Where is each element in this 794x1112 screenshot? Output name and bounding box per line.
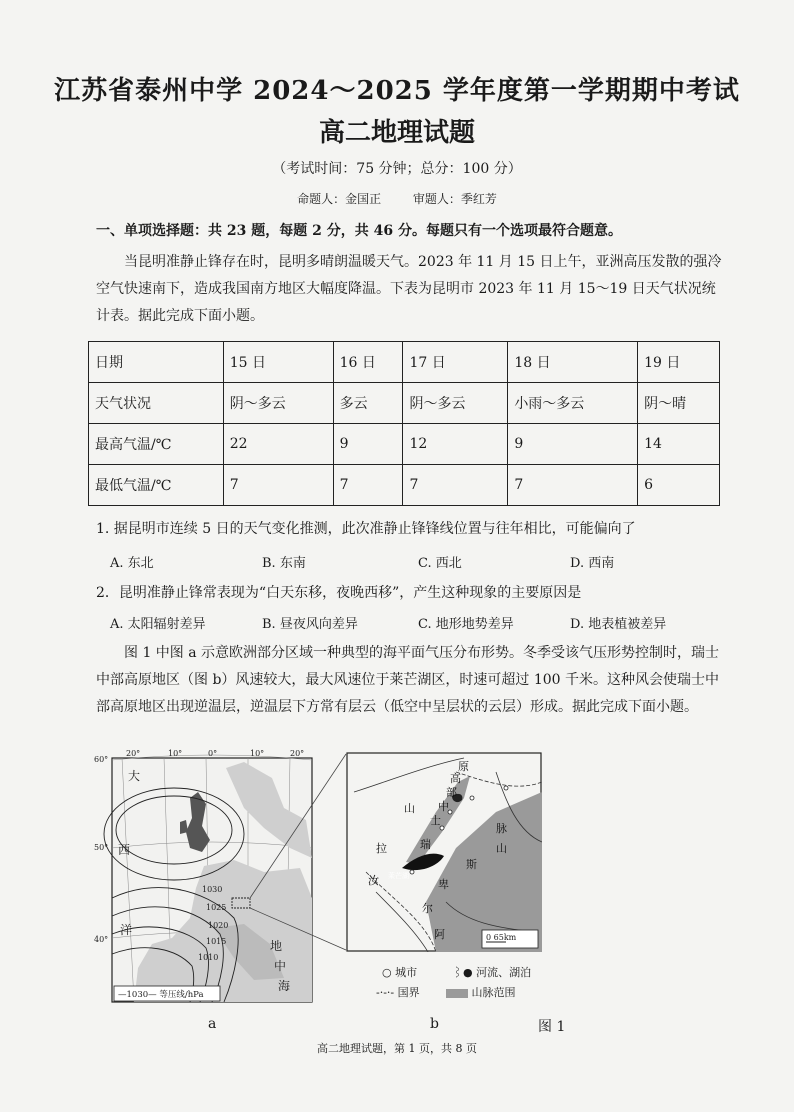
table-cell: 17 日	[403, 342, 508, 383]
weather-table	[88, 341, 720, 506]
scale-bar: 0 65km	[486, 933, 517, 942]
table-cell: 阴～晴	[638, 383, 720, 424]
table-cell: 12	[403, 424, 508, 465]
lat-40: 40°	[94, 935, 109, 944]
label-alps-3: 卑	[438, 878, 449, 891]
caption-figure-1: 图 1	[538, 1019, 566, 1035]
lon-10w: 10°	[168, 749, 183, 758]
question-2: 2．昆明准静止锋常表现为“白天东移，夜晚西移”，产生这种现象的主要原因是	[96, 585, 582, 601]
table-row	[89, 465, 720, 506]
table-cell: 阴～多云	[403, 383, 508, 424]
page-footer: 高二地理试题，第 1 页，共 8 页	[317, 1042, 477, 1055]
q1-option-a[interactable]: A. 东北	[110, 556, 154, 571]
legend-mountain-row	[446, 984, 516, 1000]
table-cell: 6	[638, 465, 720, 506]
label-med-2: 中	[274, 959, 287, 973]
q2-option-d[interactable]: D. 地表植被差异	[570, 617, 667, 632]
table-cell: 7	[333, 465, 403, 506]
table-cell: 最低气温/℃	[89, 465, 224, 506]
label-lake-geneva: 莱芒湖	[388, 872, 409, 880]
legend-city: 城市	[395, 966, 418, 979]
label-jura-3: 山	[404, 802, 415, 815]
city-icon: ○	[382, 966, 392, 979]
legend-mountain: 山脉范围	[471, 986, 516, 999]
q2-option-b[interactable]: B. 昼夜风向差异	[262, 617, 358, 632]
caption-b: b	[430, 1016, 439, 1032]
table-cell: 15 日	[223, 342, 333, 383]
label-alps-5: 山	[496, 842, 507, 855]
table-cell: 16 日	[333, 342, 403, 383]
table-cell: 19 日	[638, 342, 720, 383]
label-plateau-6: 原	[458, 760, 469, 773]
passage-2: 图 1 中图 a 示意欧洲部分区域一种典型的海平面气压分布形势。冬季受该气压形势控制时，瑞士中部高原地区（图 b）风速较大，最大风速位于莱芒湖区，时速可超过 100 千米。这种风会使瑞士中部高原地区出现逆温层，逆温层下方常有层云（低空中呈层状的云层）形成。据此完成下面小题。	[96, 645, 720, 715]
lon-0: 0°	[208, 749, 218, 758]
authors-line	[0, 190, 794, 207]
exam-subtitle: 高二地理试题	[318, 118, 475, 148]
lat-60: 60°	[94, 755, 109, 764]
lat-50: 50°	[94, 843, 109, 852]
legend-river: 河流、湖泊	[476, 966, 532, 979]
caption-a: a	[208, 1016, 217, 1032]
lon-10e: 10°	[250, 749, 265, 758]
label-plateau-1: 瑞	[420, 838, 431, 851]
label-alps-4: 斯	[466, 858, 477, 871]
table-cell: 多云	[333, 383, 403, 424]
border-line-icon: -·-·-	[376, 986, 395, 999]
q1-option-d[interactable]: D. 西南	[570, 556, 615, 571]
table-cell: 9	[508, 424, 638, 465]
table-cell: 7	[403, 465, 508, 506]
q1-option-b[interactable]: B. 东南	[262, 556, 306, 571]
table-cell: 最高气温/℃	[89, 424, 224, 465]
label-plateau-3: 中	[438, 800, 449, 813]
isobar-1025: 1025	[206, 903, 227, 912]
label-atlantic-3: 洋	[120, 923, 133, 937]
legend-border: 国界	[397, 986, 420, 999]
table-cell: 18 日	[508, 342, 638, 383]
table-cell: 日期	[89, 342, 224, 383]
reviewer: 审题人：季红芳	[412, 192, 497, 206]
table-cell: 小雨～多云	[508, 383, 638, 424]
setter: 命题人：金国正	[297, 192, 382, 206]
table-cell: 14	[638, 424, 720, 465]
q1-option-c[interactable]: C. 西北	[418, 556, 462, 571]
table-row	[89, 424, 720, 465]
table-row	[89, 383, 720, 424]
label-alps-6: 脉	[496, 822, 507, 835]
legend-river-row	[452, 964, 531, 980]
intro-paragraph: 当昆明准静止锋存在时，昆明多晴朗温暖天气。2023 年 11 月 15 日上午，亚洲高压发散的强冷空气快速南下，造成我国南方地区大幅度降温。下表为昆明市 2023 年 11 月 15～19 日天气状况统计表。据此完成下面小题。	[96, 254, 722, 324]
mountain-range-icon	[446, 989, 468, 998]
q2-option-c[interactable]: C. 地形地势差异	[418, 617, 514, 632]
label-alps-2: 尔	[422, 902, 433, 915]
zoom-connector	[230, 752, 350, 952]
label-alps-1: 阿	[434, 928, 445, 941]
label-plateau-4: 部	[446, 786, 457, 799]
table-cell: 7	[223, 465, 333, 506]
table-cell: 天气状况	[89, 383, 224, 424]
lon-20w: 20°	[126, 749, 141, 758]
exam-info: （考试时间：75 分钟；总分：100 分）	[272, 161, 522, 177]
question-1: 1. 据昆明市连续 5 日的天气变化推测，此次准静止锋锋线位置与往年相比，可能偏向了	[96, 521, 636, 537]
isobar-1020: 1020	[208, 921, 229, 930]
figure-a-legend: —1030— 等压线/hPa	[118, 990, 204, 1000]
label-med-3: 海	[278, 979, 291, 993]
section-heading: 一、单项选择题：共 23 题，每题 2 分，共 46 分。每题只有一个选项最符合题意。	[96, 223, 622, 239]
legend-city-row	[382, 964, 417, 980]
table-cell: 22	[223, 424, 333, 465]
river-lake-icon: ⌇●	[452, 966, 473, 979]
table-cell: 阴～多云	[223, 383, 333, 424]
label-jura-2: 拉	[376, 842, 387, 855]
table-cell: 7	[508, 465, 638, 506]
isobar-1030: 1030	[202, 885, 223, 894]
isobar-1010: 1010	[198, 953, 219, 962]
label-atlantic-2: 西	[118, 843, 131, 857]
figure-b-switzerland-map	[346, 752, 542, 952]
table-cell: 9	[333, 424, 403, 465]
q2-option-a[interactable]: A. 太阳辐射差异	[110, 617, 206, 632]
legend-border-row	[376, 984, 420, 1000]
table-row	[89, 342, 720, 383]
label-atlantic-1: 大	[128, 769, 141, 783]
label-plateau-5: 高	[450, 772, 461, 785]
isobar-1015: 1015	[206, 937, 227, 946]
label-med-1: 地	[270, 939, 283, 953]
exam-title: 江苏省泰州中学 2024～2025 学年度第一学期期中考试	[54, 76, 740, 106]
lon-20e: 20°	[290, 749, 305, 758]
label-jura-1: 汝	[368, 874, 379, 887]
label-plateau-2: 士	[430, 814, 441, 827]
